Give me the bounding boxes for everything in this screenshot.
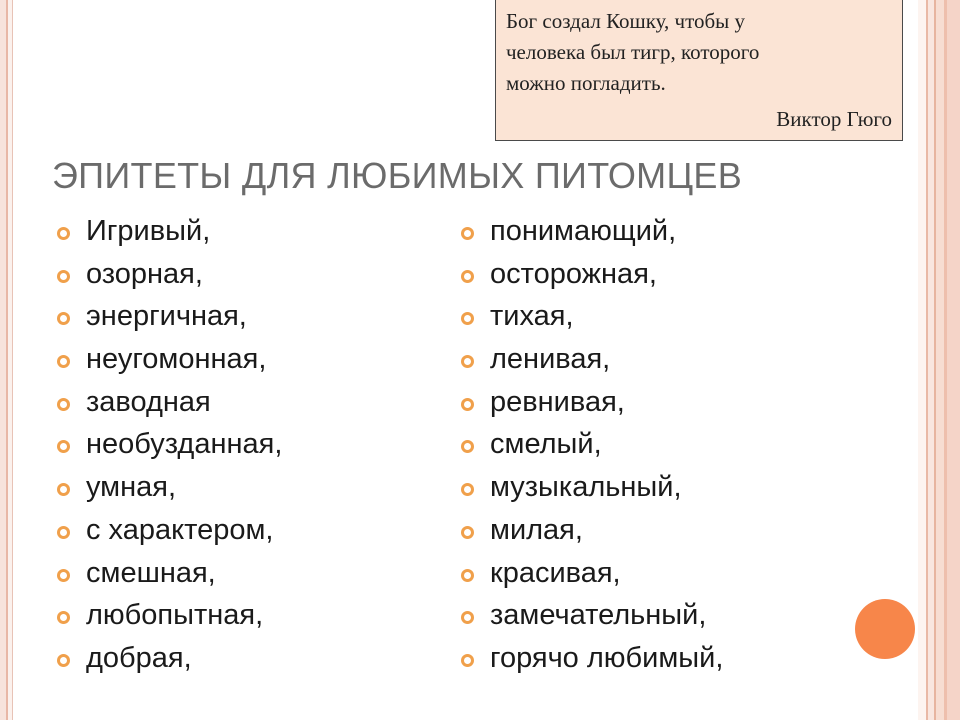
list-item bbox=[56, 295, 282, 338]
bullet-icon bbox=[57, 312, 70, 325]
list-item bbox=[460, 509, 723, 552]
bullet-icon bbox=[461, 227, 474, 240]
bullet-icon bbox=[461, 611, 474, 624]
quote-line: можно погладить. bbox=[506, 71, 666, 95]
list-item-text: умная, bbox=[86, 471, 177, 504]
bullet-icon bbox=[461, 654, 474, 667]
bullet-icon bbox=[461, 270, 474, 283]
epithet-list-right bbox=[460, 210, 723, 680]
list-item-text: добрая, bbox=[86, 641, 192, 674]
list-item bbox=[460, 295, 723, 338]
bullet-icon bbox=[57, 227, 70, 240]
list-item bbox=[460, 552, 723, 595]
list-item bbox=[56, 552, 282, 595]
quote-line: человека был тигр, которого bbox=[506, 40, 760, 64]
list-item-text: горячо любимый, bbox=[490, 641, 724, 674]
bullet-icon bbox=[57, 569, 70, 582]
right-border-stripe bbox=[947, 0, 960, 720]
bullet-icon bbox=[57, 483, 70, 496]
right-border-stripe bbox=[918, 0, 926, 720]
list-item bbox=[460, 637, 723, 680]
bullet-icon bbox=[57, 654, 70, 667]
list-item-text: смелый, bbox=[490, 428, 602, 461]
list-item bbox=[460, 594, 723, 637]
bullet-icon bbox=[461, 440, 474, 453]
list-item-text: смешная, bbox=[86, 556, 216, 589]
list-item bbox=[56, 253, 282, 296]
list-item-text: озорная, bbox=[86, 257, 203, 290]
list-item bbox=[56, 423, 282, 466]
list-item-text: замечательный, bbox=[490, 599, 707, 632]
bullet-icon bbox=[57, 270, 70, 283]
list-item-text: с характером, bbox=[86, 513, 274, 546]
right-border-stripe bbox=[936, 0, 944, 720]
list-item bbox=[56, 466, 282, 509]
list-item-text: музыкальный, bbox=[490, 471, 682, 504]
quote-text bbox=[506, 6, 836, 99]
list-item bbox=[460, 423, 723, 466]
list-item-text: ревнивая, bbox=[490, 385, 625, 418]
list-item bbox=[56, 338, 282, 381]
list-item bbox=[56, 637, 282, 680]
list-item-text: красивая, bbox=[490, 556, 621, 589]
bullet-icon bbox=[461, 569, 474, 582]
list-item-text: тихая, bbox=[490, 300, 574, 333]
list-item bbox=[460, 338, 723, 381]
bullet-icon bbox=[57, 355, 70, 368]
list-item-text: заводная bbox=[86, 385, 211, 418]
list-item bbox=[460, 466, 723, 509]
list-item-text: любопытная, bbox=[86, 599, 264, 632]
list-item-text: понимающий, bbox=[490, 215, 677, 247]
bullet-icon bbox=[57, 526, 70, 539]
quote-box bbox=[495, 0, 903, 141]
page-title: ЭПИТЕТЫ ДЛЯ ЛЮБИМЫХ ПИТОМЦЕВ bbox=[52, 155, 743, 196]
list-item bbox=[56, 381, 282, 424]
list-item-text: энергичная, bbox=[86, 300, 247, 333]
list-item-text: осторожная, bbox=[490, 257, 657, 290]
bullet-icon bbox=[57, 398, 70, 411]
quote-line: Бог создал Кошку, чтобы у bbox=[506, 9, 746, 33]
bullet-icon bbox=[461, 483, 474, 496]
decorative-circle bbox=[855, 599, 915, 659]
list-item bbox=[56, 509, 282, 552]
list-item bbox=[460, 210, 723, 253]
list-item-text: милая, bbox=[490, 513, 583, 546]
bullet-icon bbox=[461, 355, 474, 368]
list-item-text: Игривый, bbox=[86, 215, 211, 247]
bullet-icon bbox=[461, 526, 474, 539]
bullet-icon bbox=[461, 312, 474, 325]
list-item bbox=[56, 594, 282, 637]
list-item bbox=[460, 253, 723, 296]
epithet-list-left bbox=[56, 210, 282, 680]
bullet-icon bbox=[57, 611, 70, 624]
left-border-line bbox=[12, 0, 13, 720]
quote-author: Виктор Гюго bbox=[776, 107, 892, 131]
bullet-icon bbox=[461, 398, 474, 411]
list-item-text: ленивая, bbox=[490, 343, 611, 376]
bullet-icon bbox=[57, 440, 70, 453]
list-item bbox=[460, 381, 723, 424]
list-item-text: необузданная, bbox=[86, 428, 283, 461]
list-item bbox=[56, 210, 282, 253]
list-item-text: неугомонная, bbox=[86, 343, 267, 376]
